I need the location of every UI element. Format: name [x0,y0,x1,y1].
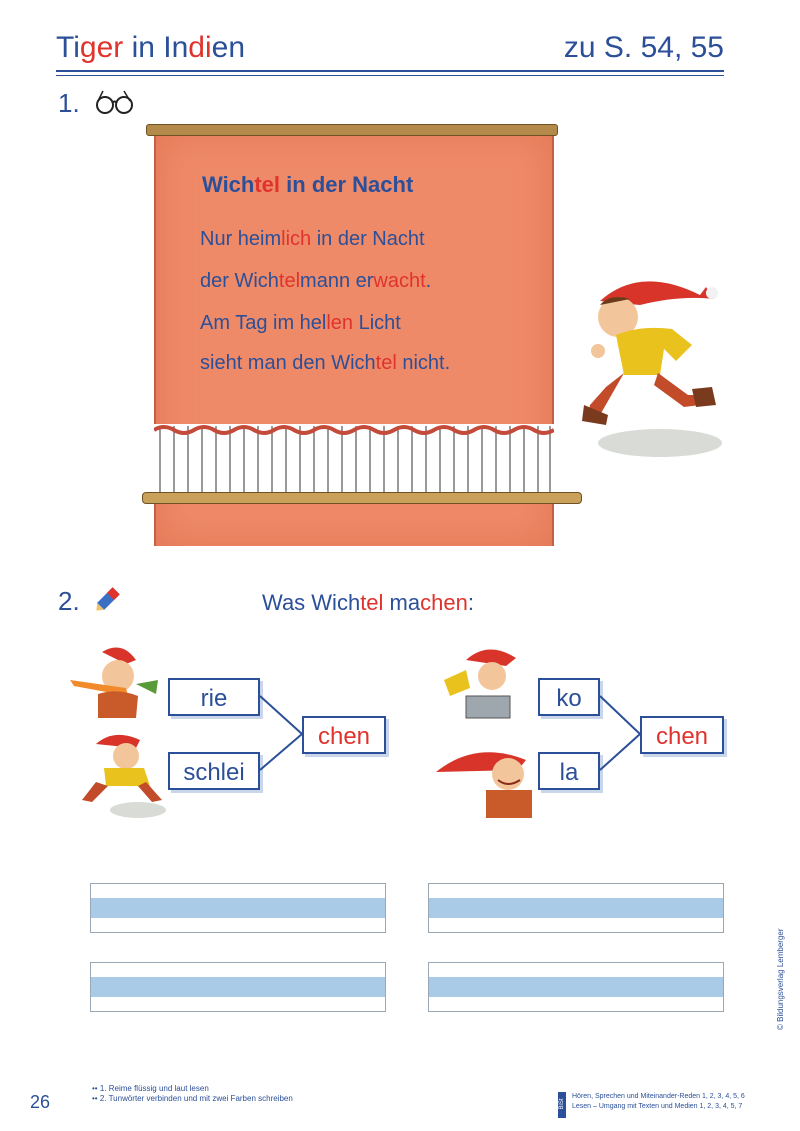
connector-lines [258,690,306,780]
ending-box [302,716,386,754]
syllable-box [538,678,600,716]
page-number: 26 [30,1092,51,1112]
text-fragment: . [425,270,432,292]
text-fragment: mann er [300,270,374,292]
task-2-number: 2. [58,586,80,616]
poem-line [200,268,431,294]
page-reference-prefix: zu S. [563,31,633,64]
syllable-box [538,752,600,790]
text-fragment: der Wich [200,270,279,292]
glasses-icon [94,86,134,116]
text-fragment: en [211,31,246,64]
text-fragment: lich [281,228,312,250]
syllable-box [168,678,260,716]
text-fragment: chen [420,590,468,615]
text-fragment: Licht [353,312,401,334]
text-fragment: Am Tag im hel [200,312,327,334]
gnomes-left-illustration [66,640,166,820]
gnomes-right-illustration [436,640,536,820]
footer-instructions [92,1084,293,1104]
instruction-line: •• 2. Tunwörter verbinden und mit zwei Farben schreiben [92,1094,293,1103]
bist-badge: BiSt [558,1092,566,1118]
syllable-text: la [559,759,579,786]
poem-title [202,172,413,198]
text-fragment: Ti [56,31,80,64]
curriculum-line: Hören, Sprechen und Miteinander-Reden 1, 2, 3, 4, 5, 6 [572,1093,745,1100]
syllable-box [168,752,260,790]
poem-line [200,226,425,252]
crayon-icon [92,585,122,615]
instruction-line: •• 1. Reime flüssig und laut lesen [92,1084,209,1093]
text-fragment: ger [79,31,124,64]
writing-line[interactable] [428,883,724,933]
text-fragment: : [467,590,474,615]
text-fragment: in In [123,31,189,64]
task-1-number: 1. [58,88,80,118]
curriculum-line: Lesen – Umgang mit Texten und Medien 1, 2, 3, 4, 5, 7 [572,1103,743,1110]
ending-text: chen [317,723,371,750]
writing-line[interactable] [90,962,386,1012]
page-header [56,28,724,72]
footer-curriculum [572,1092,745,1112]
copyright-notice: © Bildungsverlag Lemberger [776,928,785,1030]
poem-line [200,350,450,376]
text-fragment: tel [254,172,281,197]
ending-text: chen [655,723,709,750]
header-rule-thin [56,75,724,76]
text-fragment: di [188,31,212,64]
syllable-text: schlei [183,759,245,786]
writing-line[interactable] [428,962,724,1012]
text-fragment: tel [278,270,301,292]
poem-line [200,310,401,336]
banner-fringe [154,424,554,494]
text-fragment: in der Nacht [311,228,425,250]
text-fragment: wacht [373,270,426,292]
syllable-text: ko [556,685,582,712]
header-rule [56,70,724,72]
syllable-text: rie [200,685,228,712]
text-fragment: Was Wich [262,590,361,615]
ending-box [640,716,724,754]
text-fragment: tel [375,352,397,374]
page-reference-pages: 54, 55 [640,31,724,64]
text-fragment: len [326,312,354,334]
text-fragment: nicht. [396,352,451,374]
poem-banner [140,120,590,510]
writing-line[interactable] [90,883,386,933]
page-title [56,28,245,68]
banner-top-rod [146,124,558,136]
page-reference [564,28,724,68]
banner-bottom-rod [142,492,582,504]
text-fragment: in der Nacht [280,172,414,197]
task-2-heading [262,590,474,616]
connector-lines [598,690,644,780]
text-fragment: Wich [202,172,255,197]
text-fragment: ma [383,590,421,615]
text-fragment: sieht man den Wich [200,352,376,374]
text-fragment: tel [360,590,384,615]
text-fragment: Nur heim [200,228,282,250]
running-gnome-illustration [580,265,730,465]
